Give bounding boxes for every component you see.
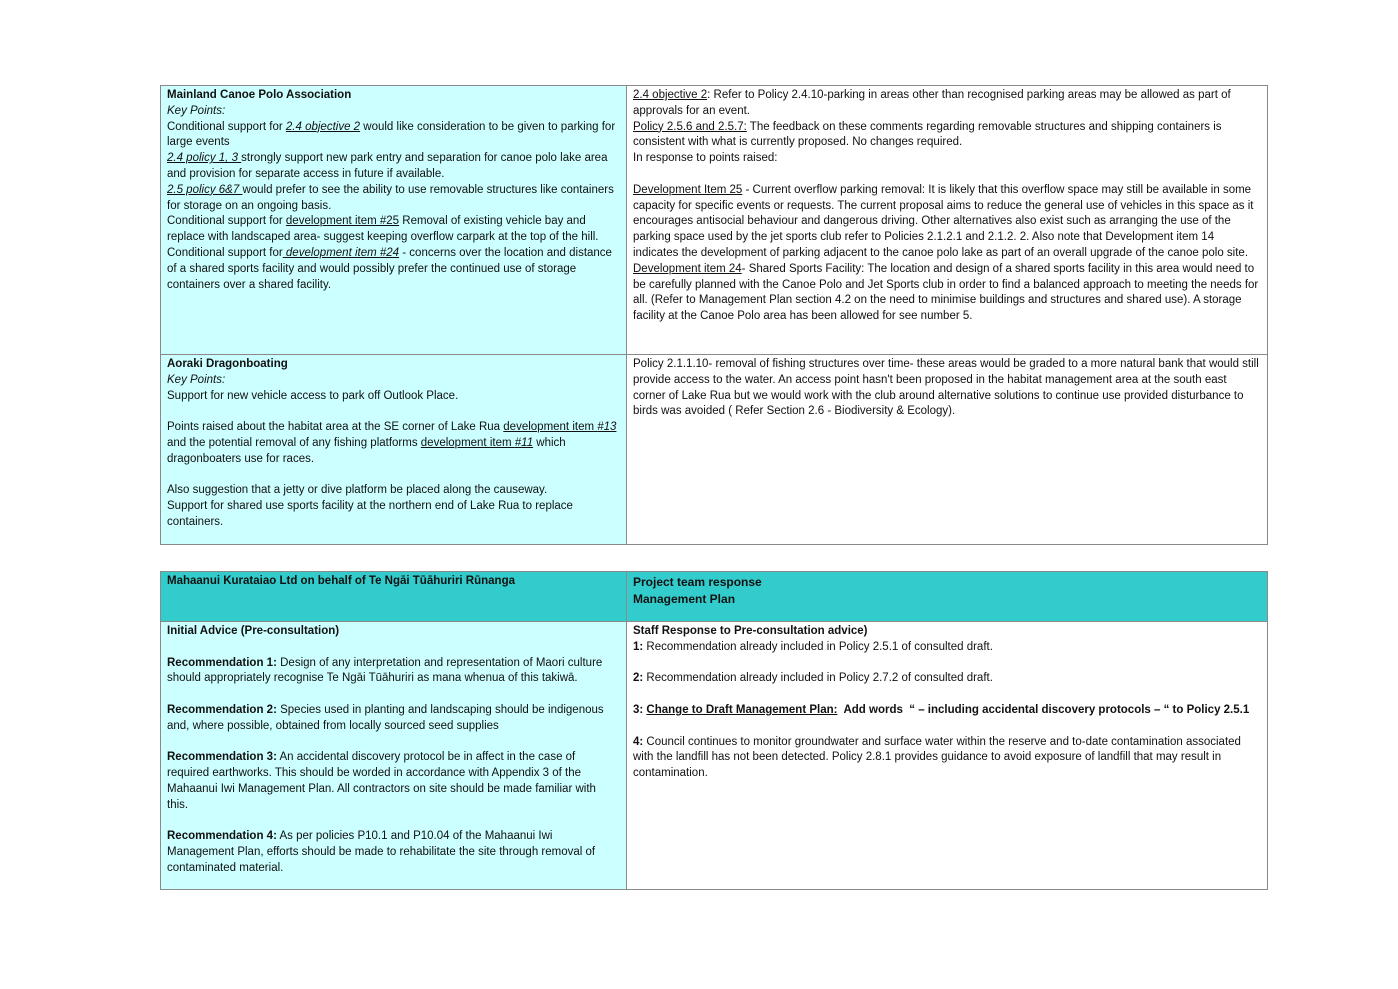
- key-point: Support for new vehicle access to park off Outlook Place.: [167, 389, 459, 402]
- label: Recommendation 1:: [167, 656, 277, 669]
- response-para: [633, 88, 1261, 120]
- reference: development item #24: [282, 246, 400, 259]
- table-row: [161, 622, 1268, 890]
- staff-response-cell: [627, 622, 1268, 890]
- table-row: [161, 355, 1268, 545]
- response-para: In response to points raised:: [633, 152, 778, 165]
- text: would prefer to see the ability to use removable structures like containers for storage on an ongoing basis.: [167, 183, 614, 212]
- text: Species used in planting and landscaping should be indigenous and, where possible, obtained from locally sourced seed supplies: [167, 703, 604, 732]
- label: 1:: [633, 640, 644, 653]
- response-cell-dragonboating: [627, 355, 1268, 545]
- text: Design of any interpretation and representation of Maori culture should appropriately recognise Te Ngāi Tūāhuriri as mana whenua of this takiwā.: [167, 656, 603, 685]
- label: 2:: [633, 672, 644, 685]
- header-cell-submitter: [161, 572, 627, 622]
- staff-response: [633, 671, 1261, 687]
- text: - concerns over the location and distance of a shared sports facility and would possibly prefer the continued use of storage containers over a shared facility.: [167, 246, 612, 291]
- submissions-table-2: [160, 571, 1268, 890]
- reference: 2.4 objective 2: [633, 89, 708, 101]
- reference: 2.5 policy 6&7: [167, 183, 243, 196]
- recommendation: [167, 750, 620, 813]
- staff-response-title: Staff Response to Pre-consultation advice): [633, 625, 868, 637]
- text: Recommendation already included in Policy 2.7.2 of consulted draft.: [643, 672, 993, 685]
- submissions-table-1: [160, 85, 1268, 545]
- label: 3:: [633, 703, 647, 716]
- key-point: Support for shared use sports facility at the northern end of Lake Rua to replace containers.: [167, 500, 573, 528]
- header-cell-response: [627, 572, 1268, 622]
- response-para: [633, 183, 1261, 262]
- key-point: [167, 183, 620, 215]
- text: Points raised about the habitat area at the SE corner of Lake Rua: [167, 421, 504, 434]
- response-para: [633, 120, 1261, 152]
- staff-response: [633, 703, 1261, 719]
- submitter-title: Mahaanui Kurataiao Ltd on behalf of Te Ngāi Tūāhuriri Rūnanga: [167, 575, 515, 587]
- text: and the potential removal of any fishing platforms: [167, 436, 421, 449]
- text: As per policies P10.1 and P10.04 of the Mahaanui Iwi Management Plan, efforts should be made to rehabilitate the site through removal of contaminated material.: [167, 830, 596, 874]
- response-para: [633, 262, 1261, 325]
- advice-title: Initial Advice (Pre-consultation): [167, 625, 340, 637]
- text: An accidental discovery protocol be in affect in the case of required earthworks. This should be worded in accordance with Appendix 3 of the Mahaanui Iwi Management Plan. All contractors on site should be made familiar with this.: [167, 751, 596, 811]
- key-points-label: Key Points:: [167, 104, 226, 117]
- response-para: Policy 2.1.1.10- removal of fishing structures over time- these areas would be graded to a more natural bank that would still provide access to the water. An access point hasn't been proposed in the habitat management area at the south east corner of Lake Rua but we would work with the club around alternative solutions to continue use provided disturbance to birds was avoided ( Refer Section 2.6 - Biodiversity & Ecology).: [633, 358, 1259, 418]
- submitter-title: Aoraki Dragonboating: [167, 358, 288, 370]
- submitter-title: Mainland Canoe Polo Association: [167, 89, 352, 101]
- key-point: [167, 246, 620, 293]
- response-header-title: Project team response: [633, 575, 762, 589]
- label: Recommendation 4:: [167, 830, 277, 843]
- text: : Refer to Policy 2.4.10-parking in areas other than recognised parking areas may be allowed as part of approvals for an event.: [633, 89, 1231, 117]
- reference: 2.4 objective 2: [285, 120, 361, 133]
- text: Recommendation already included in Policy 2.5.1 of consulted draft.: [643, 640, 993, 653]
- reference: development item: [420, 436, 515, 449]
- recommendation: [167, 703, 620, 735]
- recommendation: [167, 829, 620, 876]
- label: 4:: [633, 735, 644, 748]
- key-points-label: Key Points:: [167, 373, 226, 386]
- text: would like consideration to be given to parking for large events: [167, 120, 616, 149]
- response-cell-canoe-polo: [627, 86, 1268, 355]
- text: Conditional support for: [167, 215, 286, 228]
- table-header-row: [161, 572, 1268, 622]
- response-header-subtitle: Management Plan: [633, 592, 736, 606]
- text: The feedback on these comments regarding removable structures and shipping containers is consistent with what is currently proposed. No changes required.: [633, 120, 1222, 149]
- reference: development item #25: [285, 215, 400, 228]
- text: - Shared Sports Facility: The location and design of a shared sports facility in this area would need to be carefully planned with the Canoe Polo and Jet Sports club in order to find a balanced approach to meeting the needs for all. (Refer to Management Plan section 4.2 on the need to minimise buildings and structures and shared use). A storage facility at the Canoe Polo area has been allowed for see number 5.: [633, 262, 1259, 323]
- advice-cell: [161, 622, 627, 890]
- label: Recommendation 2:: [167, 703, 277, 716]
- text: Council continues to monitor groundwater and surface water within the reserve and to-date contamination associated with the landfill has not been detected. Policy 2.8.1 provides guidance to avoid exposure of landfill that may result in contamination.: [633, 735, 1241, 780]
- reference: #13: [597, 421, 617, 434]
- reference: 2.4 policy 1, 3: [167, 152, 242, 165]
- key-point: [167, 151, 620, 183]
- text: Conditional support for: [167, 120, 286, 133]
- text: strongly support new park entry and separation for canoe polo lake area and provision for separate access in future if available.: [167, 152, 608, 180]
- text: which dragonboaters use for races.: [167, 436, 566, 465]
- text: Conditional support for: [167, 246, 283, 259]
- table-row: [161, 86, 1268, 355]
- submitter-cell-canoe-polo: [161, 86, 627, 355]
- reference: #11: [514, 436, 534, 449]
- key-point: Also suggestion that a jetty or dive platform be placed along the causeway.: [167, 484, 548, 497]
- reference: Development Item 25: [633, 183, 743, 196]
- label: Recommendation 3:: [167, 751, 277, 764]
- text: Add words “ – including accidental discovery protocols – “ to Policy 2.5.1: [837, 703, 1250, 716]
- submitter-cell-dragonboating: [161, 355, 627, 545]
- reference: Policy 2.5.6 and 2.5.7:: [633, 120, 747, 133]
- key-point: [167, 120, 620, 152]
- recommendation: [167, 656, 620, 688]
- text: - Current overflow parking removal: It is likely that this overflow space may still be available in some capacity for specific events or requests. The current proposal aims to reduce the general use of vehicles in this space as it encourages antisocial behaviour and dangerous driving. Other alternatives also exist such as arranging the use of the parking space used by the jet sports club refer to Policies 2.1.2.1 and 2.1.2. 2. Also note that Development item 14 indicates the development of parking adjacent to the canoe polo lake as part of an overall upgrade of the canoe polo site.: [633, 183, 1254, 259]
- staff-response: [633, 735, 1261, 782]
- key-point: [167, 420, 620, 467]
- change-label: Change to Draft Management Plan:: [646, 703, 838, 716]
- key-point: [167, 214, 620, 246]
- text: Removal of existing vehicle bay and replace with landscaped area- suggest keeping overflow carpark at the top of the hill.: [167, 215, 599, 244]
- reference: development item: [503, 421, 598, 434]
- reference: Development item 24: [633, 262, 742, 275]
- staff-response: [633, 640, 1261, 656]
